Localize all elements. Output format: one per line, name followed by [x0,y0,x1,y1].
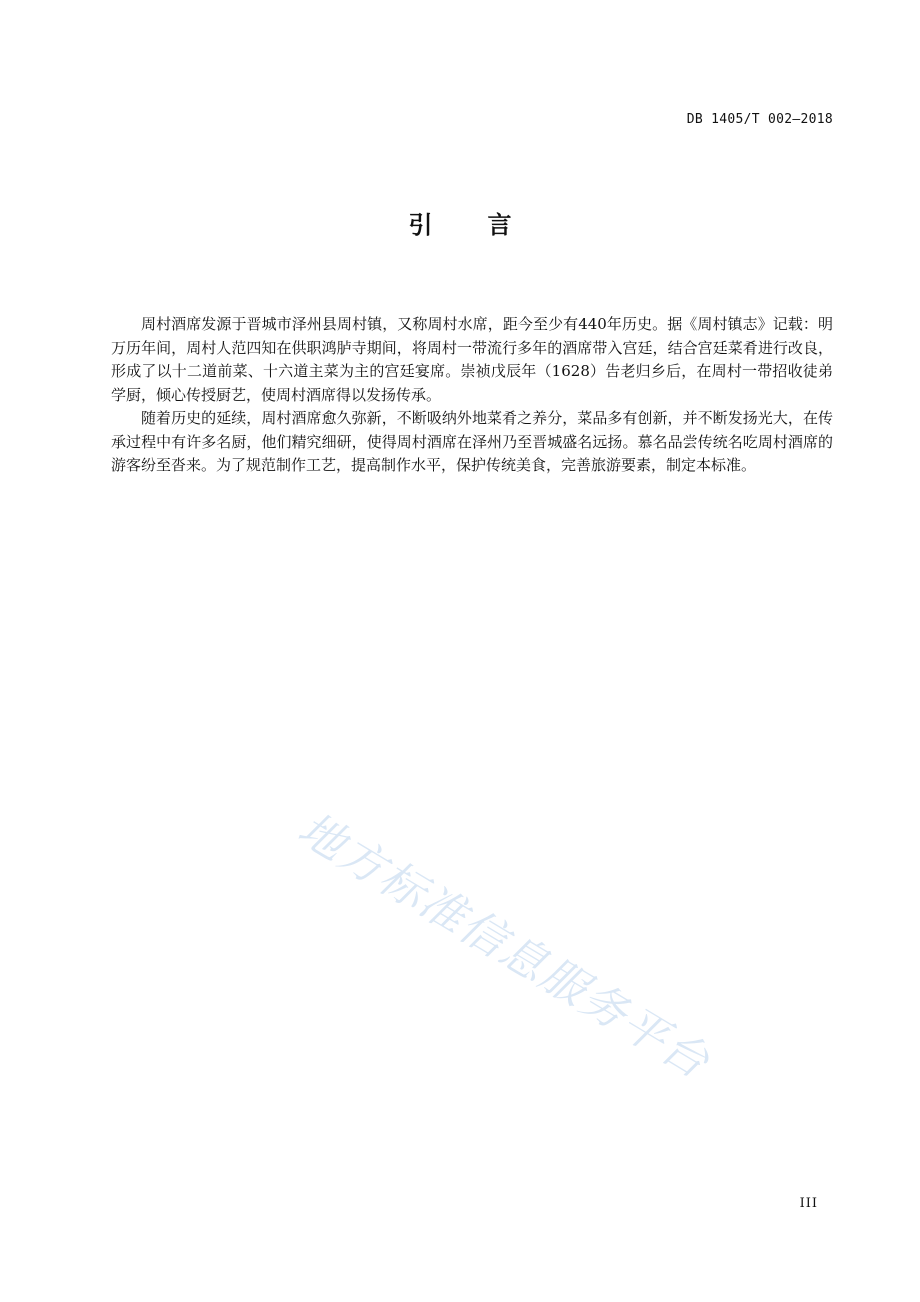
page-title: 引言 [408,211,567,239]
page-number: III [799,1196,818,1211]
document-code: DB 1405/T 002—2018 [686,112,833,127]
body-text [111,313,833,478]
watermark: 地方标准信息服务平台 [289,801,720,1090]
paragraph-2: 随着历史的延续，周村酒席愈久弥新，不断吸纳外地菜肴之养分，菜品多有创新，并不断发扬光大，在传承过程中有许多名厨，他们精究细研，使得周村酒席在泽州乃至晋城盛名远扬。慕名品尝传统名吃周村酒席的游客纷至沓来。为了规范制作工艺，提高制作水平，保护传统美食，完善旅游要素，制定本标准。 [111,409,833,474]
paragraph-1: 周村酒席发源于晋城市泽州县周村镇，又称周村水席，距今至少有440年历史。据《周村镇志》记载：明万历年间，周村人范四知在供职鸿胪寺期间，将周村一带流行多年的酒席带入宫廷，结合宫廷菜肴进行改良，形成了以十二道前菜、十六道主菜为主的宫廷宴席。崇祯戊辰年（1628）告老归乡后，在周村一带招收徒弟学厨，倾心传授厨艺，使周村酒席得以发扬传承。 [111,315,833,404]
